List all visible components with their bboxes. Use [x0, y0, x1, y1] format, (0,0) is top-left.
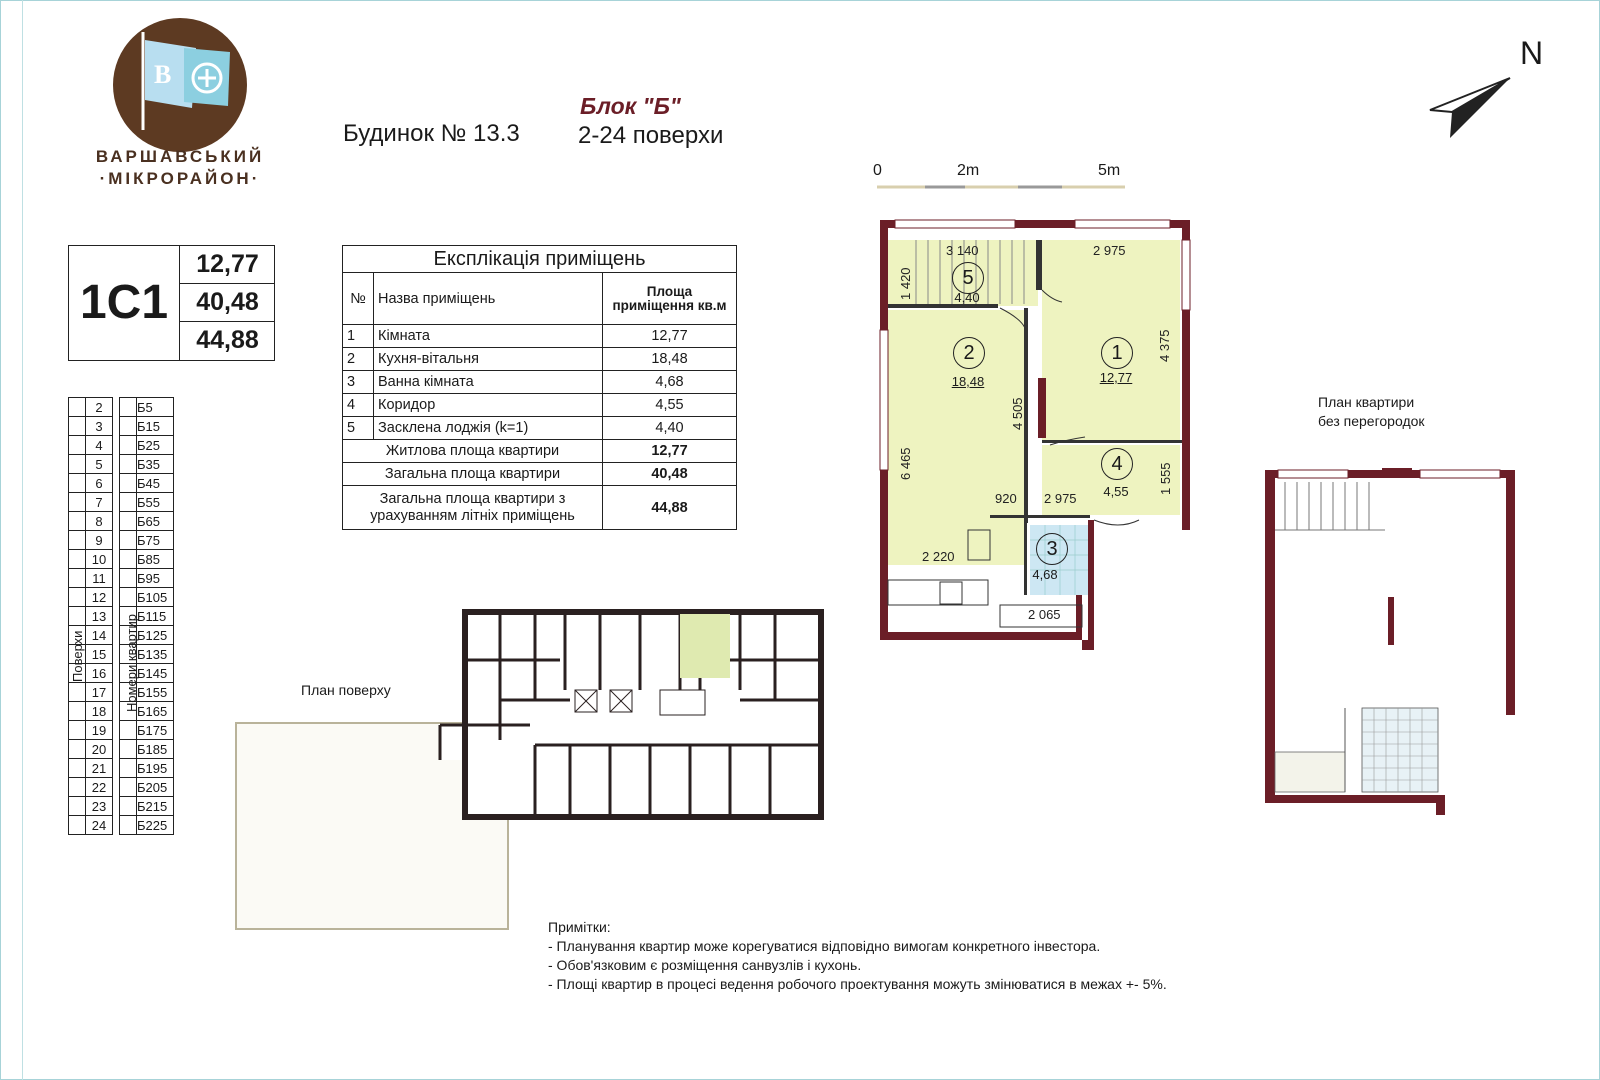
- row-num: 1: [343, 325, 374, 348]
- room-area-1: 12,77: [1099, 370, 1133, 385]
- apartment-number: Б195: [137, 759, 174, 778]
- room-area-3: 4,68: [1032, 567, 1058, 582]
- notes-title: Примітки:: [548, 919, 611, 935]
- apartment-number: Б205: [137, 778, 174, 797]
- logo-line2: ·МІКРОРАЙОН·: [99, 169, 261, 188]
- row-num: 3: [343, 371, 374, 394]
- total-label: Загальна площа квартири з урахуванням літніх приміщень: [343, 486, 603, 530]
- room-area-2: 18,48: [951, 374, 985, 389]
- floor-number: 23: [86, 797, 113, 816]
- note-line: - Планування квартир може корегуватися відповідно вимогам конкретного інвестора.: [548, 938, 1101, 954]
- room-number-3: 3: [1036, 533, 1068, 565]
- dim-2975-top: 2 975: [1093, 243, 1126, 258]
- apartment-number: Б165: [137, 702, 174, 721]
- apartment-number: Б125: [137, 626, 174, 645]
- room-number-4: 4: [1101, 448, 1133, 480]
- row-num: 5: [343, 417, 374, 440]
- logo-letter: В: [154, 60, 172, 89]
- explication-title: Експлікація приміщень: [343, 246, 737, 273]
- row-area: 4,55: [603, 394, 737, 417]
- floor-number: 20: [86, 740, 113, 759]
- floor-number: 19: [86, 721, 113, 740]
- north-arrow-icon: [1430, 78, 1510, 138]
- floor-number: 24: [86, 816, 113, 835]
- row-num: 4: [343, 394, 374, 417]
- floor-number: 8: [86, 512, 113, 531]
- scale-zero: 0: [873, 162, 882, 179]
- floor-number: 16: [86, 664, 113, 683]
- no-partitions-line1: План квартири: [1318, 394, 1415, 410]
- total-value: 12,77: [603, 440, 737, 463]
- house-number: Будинок № 13.3: [343, 120, 520, 147]
- apartment-number: Б155: [137, 683, 174, 702]
- room-number-5: 5: [952, 262, 984, 294]
- apartment-plan: [880, 220, 1190, 650]
- row-name: Ванна кімната: [374, 371, 603, 394]
- floor-number: 11: [86, 569, 113, 588]
- floor-number: 10: [86, 550, 113, 569]
- dim-2975-bottom: 2 975: [1044, 491, 1077, 506]
- apartment-number: Б225: [137, 816, 174, 835]
- dim-4505: 4 505: [1010, 397, 1025, 430]
- highlighted-apartment: [680, 614, 730, 678]
- floor-number: 3: [86, 417, 113, 436]
- dim-2065: 2 065: [1028, 607, 1061, 622]
- floor-number: 5: [86, 455, 113, 474]
- total-label: Загальна площа квартири: [343, 463, 603, 486]
- floor-number: 15: [86, 645, 113, 664]
- apartment-number: Б185: [137, 740, 174, 759]
- apartment-number: Б115: [137, 607, 174, 626]
- floor-number: 2: [86, 398, 113, 417]
- floor-number: 4: [86, 436, 113, 455]
- floor-number: 22: [86, 778, 113, 797]
- total-area-value: 40,48: [180, 284, 275, 322]
- dim-920: 920: [995, 491, 1017, 506]
- col-num: №: [343, 273, 374, 325]
- col-name: Назва приміщень: [374, 273, 603, 325]
- dim-3140: 3 140: [946, 243, 979, 258]
- floor-number: 21: [86, 759, 113, 778]
- row-name: Коридор: [374, 394, 603, 417]
- total-value: 40,48: [603, 463, 737, 486]
- dim-2220: 2 220: [922, 549, 955, 564]
- apartment-number: Б105: [137, 588, 174, 607]
- row-name: Кухня-вітальня: [374, 348, 603, 371]
- floors-vertical-label: Поверхи: [70, 630, 85, 682]
- apartment-number: Б145: [137, 664, 174, 683]
- scale-end: 5m: [1098, 162, 1121, 179]
- floor-number: 6: [86, 474, 113, 493]
- apartment-number: Б75: [137, 531, 174, 550]
- apartment-number: Б95: [137, 569, 174, 588]
- floor-number: 7: [86, 493, 113, 512]
- dim-6465: 6 465: [898, 447, 913, 480]
- row-area: 12,77: [603, 325, 737, 348]
- dim-1420: 1 420: [898, 267, 913, 300]
- apartment-number: Б5: [137, 398, 174, 417]
- row-num: 2: [343, 348, 374, 371]
- notes: [548, 918, 1167, 994]
- floor-plan-label: План поверху: [301, 682, 391, 698]
- apartment-number: Б135: [137, 645, 174, 664]
- row-name: Кімната: [374, 325, 603, 348]
- no-partitions-line2: без перегородок: [1318, 413, 1425, 429]
- apartment-number: Б175: [137, 721, 174, 740]
- apartment-number: Б85: [137, 550, 174, 569]
- apartment-number: Б215: [137, 797, 174, 816]
- row-area: 18,48: [603, 348, 737, 371]
- plan-no-partitions: [1265, 468, 1515, 815]
- note-line: - Площі квартир в процесі ведення робочого проектування можуть змінюватися в межах +- 5%.: [548, 976, 1167, 992]
- room-number-2: 2: [953, 337, 985, 369]
- apartment-number: Б25: [137, 436, 174, 455]
- dim-1555: 1 555: [1158, 462, 1173, 495]
- note-line: - Обов'язковим є розміщення санвузлів і кухонь.: [548, 957, 862, 973]
- block-floors: 2-24 поверхи: [578, 122, 724, 149]
- north-label: N: [1520, 35, 1544, 71]
- total-label: Житлова площа квартири: [343, 440, 603, 463]
- room-number-1: 1: [1101, 337, 1133, 369]
- total-value: 44,88: [603, 486, 737, 530]
- room-area-5: 4,40: [954, 290, 980, 305]
- apartment-number: Б15: [137, 417, 174, 436]
- floor-number: 9: [86, 531, 113, 550]
- apartment-number: Б65: [137, 512, 174, 531]
- living-area-value: 12,77: [180, 246, 275, 284]
- dim-4375: 4 375: [1157, 329, 1172, 362]
- col-area: Площа приміщення кв.м: [603, 273, 737, 325]
- block-title: Блок "Б": [580, 93, 681, 119]
- building-floor-plan: [237, 612, 821, 928]
- room-area-4: 4,55: [1103, 484, 1129, 499]
- row-name: Засклена лоджія (k=1): [374, 417, 603, 440]
- apartment-code: 1С1: [79, 276, 169, 329]
- logo-line1: ВАРШАВСЬКИЙ: [95, 147, 265, 166]
- total-summer-area-value: 44,88: [196, 326, 259, 354]
- floor-number: 13: [86, 607, 113, 626]
- row-area: 4,40: [603, 417, 737, 440]
- apartment-number: Б35: [137, 455, 174, 474]
- row-area: 4,68: [603, 371, 737, 394]
- floor-number: 14: [86, 626, 113, 645]
- apartment-number: Б45: [137, 474, 174, 493]
- apt-numbers-vertical-label: Номери квартир: [124, 614, 139, 712]
- floor-number: 17: [86, 683, 113, 702]
- apartment-number: Б55: [137, 493, 174, 512]
- floor-number: 18: [86, 702, 113, 721]
- scale-mid: 2m: [957, 162, 980, 179]
- floor-number: 12: [86, 588, 113, 607]
